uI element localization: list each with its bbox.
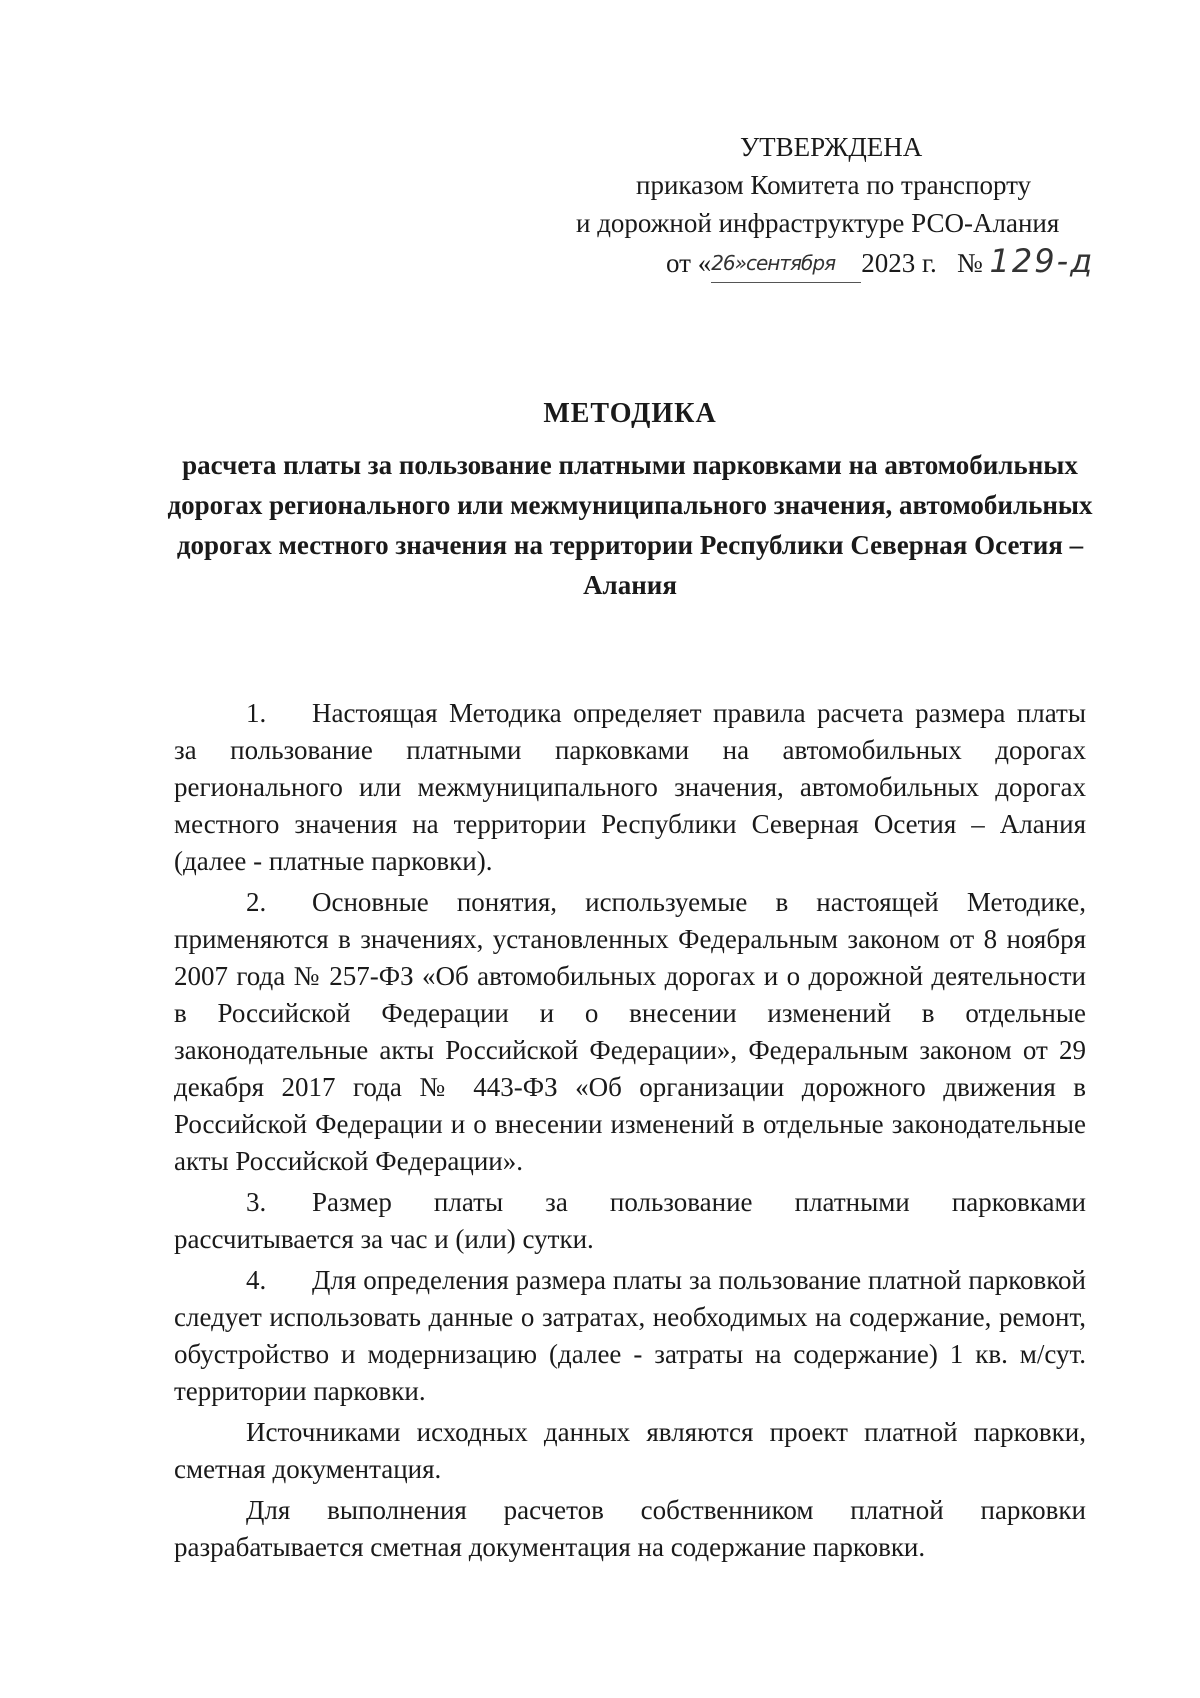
document-subtitle: расчета платы за пользование платными парковками на автомобильных дорогах регионального или межмуниципального значения, автомобильных дорогах местного значения на территории Республики Северная Осетия – Алания <box>167 450 1093 600</box>
paragraph <box>174 1184 1086 1258</box>
document-title: МЕТОДИКА <box>543 398 717 429</box>
paragraph <box>174 695 1086 880</box>
handwritten-date: 26»сентября <box>711 244 861 283</box>
approval-block <box>560 128 1120 283</box>
paragraph <box>174 1492 1086 1566</box>
approval-line: приказом Комитета по транспорту <box>636 170 1032 200</box>
paragraph-number: 1. <box>246 698 267 728</box>
paragraph-number: 4. <box>246 1265 267 1295</box>
number-label: № <box>956 248 983 278</box>
paragraph <box>174 1414 1086 1488</box>
paragraph-text: Источниками исходных данных являются проект платной парковки, сметная документация. <box>174 1417 1086 1484</box>
paragraph <box>174 1262 1086 1410</box>
document-body <box>174 695 1086 1570</box>
handwritten-number: 129-д <box>989 242 1095 280</box>
paragraph <box>174 884 1086 1180</box>
paragraph-text: Размер платы за пользование платными парковками рассчитывается за час и (или) сутки. <box>174 1187 1086 1254</box>
paragraph-text: Для определения размера платы за пользование платной парковкой следует использовать данные о затратах, необходимых на содержание, ремонт, обустройство и модернизацию (далее - затраты на содержание) 1 кв. м/сут. территории парковки. <box>174 1265 1086 1406</box>
paragraph-text: Основные понятия, используемые в настоящей Методике, применяются в значениях, установленных Федеральным законом от 8 ноября 2007 года № 257-ФЗ «Об автомобильных дорогах и о дорожной деятельности в Российской Федерации и о внесении изменений в отдельные законодательные акты Российской Федерации», Федеральным законом от 29 декабря 2017 года № 443-ФЗ «Об организации дорожного движения в Российской Федерации и о внесении изменений в отдельные законодательные акты Российской Федерации». <box>174 887 1086 1176</box>
year: 2023 г. <box>861 248 937 278</box>
paragraph-text: Настоящая Методика определяет правила расчета размера платы за пользование платными парковками на автомобильных дорогах регионального или межмуниципального значения, автомобильных дорогах местного значения на территории Республики Северная Осетия – Алания (далее - платные парковки). <box>174 698 1086 876</box>
paragraph-text: Для выполнения расчетов собственником платной парковки разрабатывается сметная документация на содержание парковки. <box>174 1495 1086 1562</box>
date-prefix: от « <box>666 248 712 278</box>
paragraph-number: 3. <box>246 1187 267 1217</box>
approval-heading: УТВЕРЖДЕНА <box>740 132 923 162</box>
approval-line: и дорожной инфраструктуре РСО-Алания <box>576 208 1060 238</box>
approval-date-line <box>560 242 1120 283</box>
paragraph-number: 2. <box>246 887 267 917</box>
